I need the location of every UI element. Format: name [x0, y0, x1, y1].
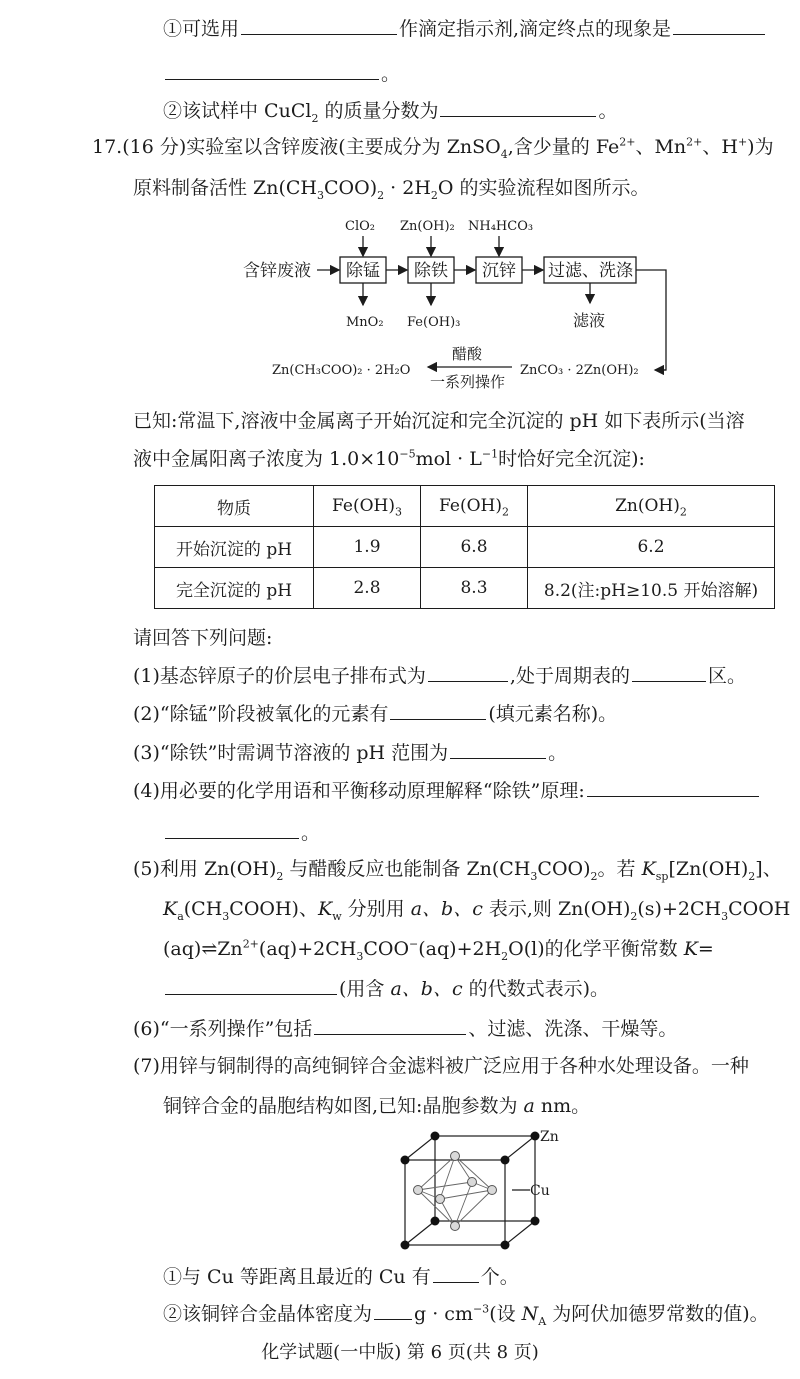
cu-atom	[451, 1222, 460, 1231]
flow-out2: Fe(OH)₃	[407, 315, 461, 330]
zn-atom	[531, 1217, 540, 1226]
flow-box1-label: 除锰	[346, 261, 380, 281]
answer-blank[interactable]	[390, 701, 486, 720]
answer-blank[interactable]	[433, 1264, 479, 1283]
answer-blank[interactable]	[374, 1301, 412, 1320]
known-line1: 已知:常温下,溶液中金属离子开始沉淀和完全沉淀的 pH 如下表所示(当溶	[133, 410, 745, 432]
flow-box2-label: 除铁	[414, 261, 448, 281]
flow-intermediate: ZnCO₃ · 2Zn(OH)₂	[520, 363, 639, 378]
zn-atom	[431, 1217, 440, 1226]
flow-box3-label: 沉锌	[482, 261, 516, 281]
answer-blank[interactable]	[314, 1016, 466, 1035]
question-7-line2: 铜锌合金的晶胞结构如图,已知:晶胞参数为 a nm。	[163, 1095, 591, 1117]
zn-atom	[501, 1241, 510, 1250]
table-cell: 6.8	[421, 527, 528, 568]
zn-atom	[401, 1241, 410, 1250]
question-6: (6)“一系列操作”包括 、过滤、洗涤、干燥等。	[133, 1018, 678, 1040]
table-cell: 2.8	[314, 568, 421, 609]
flow-start: 含锌废液	[243, 261, 311, 281]
flow-box4-label: 过滤、洗涤	[548, 261, 633, 281]
table-header-cell: $Zn(OH)_2$	[528, 486, 775, 527]
cu-atom	[468, 1178, 477, 1187]
table-header-cell: 物质	[155, 486, 314, 527]
cu-atom	[451, 1152, 460, 1161]
question-7-line1: (7)用锌与铜制得的高纯铜锌合金滤料被广泛应用于各种水处理设备。一种	[133, 1055, 749, 1077]
answer-blank[interactable]	[165, 976, 337, 995]
flow-reagent2: Zn(OH)₂	[400, 219, 455, 234]
flow-operation: 一系列操作	[430, 373, 506, 391]
table-row	[155, 527, 775, 568]
question-4-cont: 。	[163, 820, 320, 845]
flow-reagent1: ClO₂	[345, 219, 375, 234]
answer-blank[interactable]	[632, 663, 706, 682]
cu-atom	[414, 1186, 423, 1195]
label-cu: Cu	[530, 1183, 550, 1199]
question-1: (1)基态锌原子的价层电子排布式为 ,处于周期表的 区。	[133, 665, 746, 687]
flow-out4: 滤液	[573, 311, 606, 330]
q16-line1: ①可选用 作滴定指示剂,滴定终点的现象是	[163, 16, 767, 41]
question-5-line3: $(aq)\rightleftharpoons Zn^{2+}(aq)+2CH_3COO^-(aq)+2H_2O(l)$的化学平衡常数 K=	[163, 937, 714, 963]
precipitation-ph-table	[154, 485, 775, 609]
answer-blank[interactable]	[165, 820, 299, 839]
zn-atom	[431, 1132, 440, 1141]
questions-intro: 请回答下列问题:	[133, 627, 273, 649]
question-5-line1: (5)利用 $Zn(OH)_2$ 与醋酸反应也能制备 $Zn(CH_3COO)_2$。若 $K_{sp}[Zn(OH)_2]$、	[133, 858, 782, 883]
table-cell: 1.9	[314, 527, 421, 568]
question-7-sub1: ①与 Cu 等距离且最近的 Cu 有 个。	[163, 1266, 519, 1288]
known-line2: 液中金属阳离子浓度为 $1.0\times 10^{-5}mol \cdot L^{-1}$时恰好完全沉淀):	[133, 447, 645, 470]
table-header-cell: $Fe(OH)_3$	[314, 486, 421, 527]
q16-line2: 。	[163, 61, 400, 86]
table-header-cell: $Fe(OH)_2$	[421, 486, 528, 527]
question-3: (3)“除铁”时需调节溶液的 pH 范围为 。	[133, 742, 568, 764]
table-cell: 8.3	[421, 568, 528, 609]
question-7-sub2: ②该铜锌合金晶体密度为 $g \cdot cm^{-3}$(设 $N_A$ 为阿伏加德罗常数的值)。	[163, 1302, 769, 1328]
label-zn: Zn	[540, 1129, 559, 1145]
flow-acid: 醋酸	[452, 345, 483, 363]
page-footer: 化学试题(一中版) 第 6 页(共 8 页)	[261, 1342, 539, 1363]
flow-out1: MnO₂	[346, 315, 384, 330]
answer-blank[interactable]	[587, 778, 759, 797]
answer-blank[interactable]	[428, 663, 508, 682]
q17-header-line2: 原料制备活性 $Zn(CH_3COO)_2 \cdot 2H_2O$ 的实验流程如图所示。	[133, 177, 650, 202]
q16-line3: ②该试样中 CuCl$_2$ 的质量分数为 。	[163, 100, 618, 125]
zn-atom	[401, 1156, 410, 1165]
question-5-line2: $K_a(CH_3COOH)$、$K_w$ 分别用 a、b、c 表示,则 $Zn(OH)_2(s)+2CH_3COOH$	[163, 898, 791, 923]
question-5-line4: (用含 a、b、c 的代数式表示)。	[163, 976, 609, 1001]
table-cell: 6.2	[528, 527, 775, 568]
zn-atom	[531, 1132, 540, 1141]
table-header-row	[155, 486, 775, 527]
flow-product: Zn(CH₃COO)₂ · 2H₂O	[272, 363, 411, 378]
cu-atom	[436, 1195, 445, 1204]
crystal-cell-diagram	[380, 1124, 580, 1264]
table-row	[155, 568, 775, 609]
question-4: (4)用必要的化学用语和平衡移动原理解释“除铁”原理:	[133, 778, 761, 803]
table-cell: 开始沉淀的 pH	[155, 527, 314, 568]
table-cell: 8.2(注:pH≥10.5 开始溶解)	[528, 568, 775, 609]
zn-atom	[501, 1156, 510, 1165]
question-2: (2)“除锰”阶段被氧化的元素有 (填元素名称)。	[133, 703, 618, 725]
table-cell: 完全沉淀的 pH	[155, 568, 314, 609]
q17-header: 17.(16 分)实验室以含锌废液(主要成分为 ZnSO$_4$,含少量的 $Fe^{2+}$、$Mn^{2+}$、H+)为	[92, 135, 774, 161]
cu-atom	[488, 1186, 497, 1195]
flow-reagent3: NH₄HCO₃	[468, 219, 534, 234]
answer-blank[interactable]	[450, 740, 546, 759]
process-flow-diagram	[0, 0, 800, 400]
